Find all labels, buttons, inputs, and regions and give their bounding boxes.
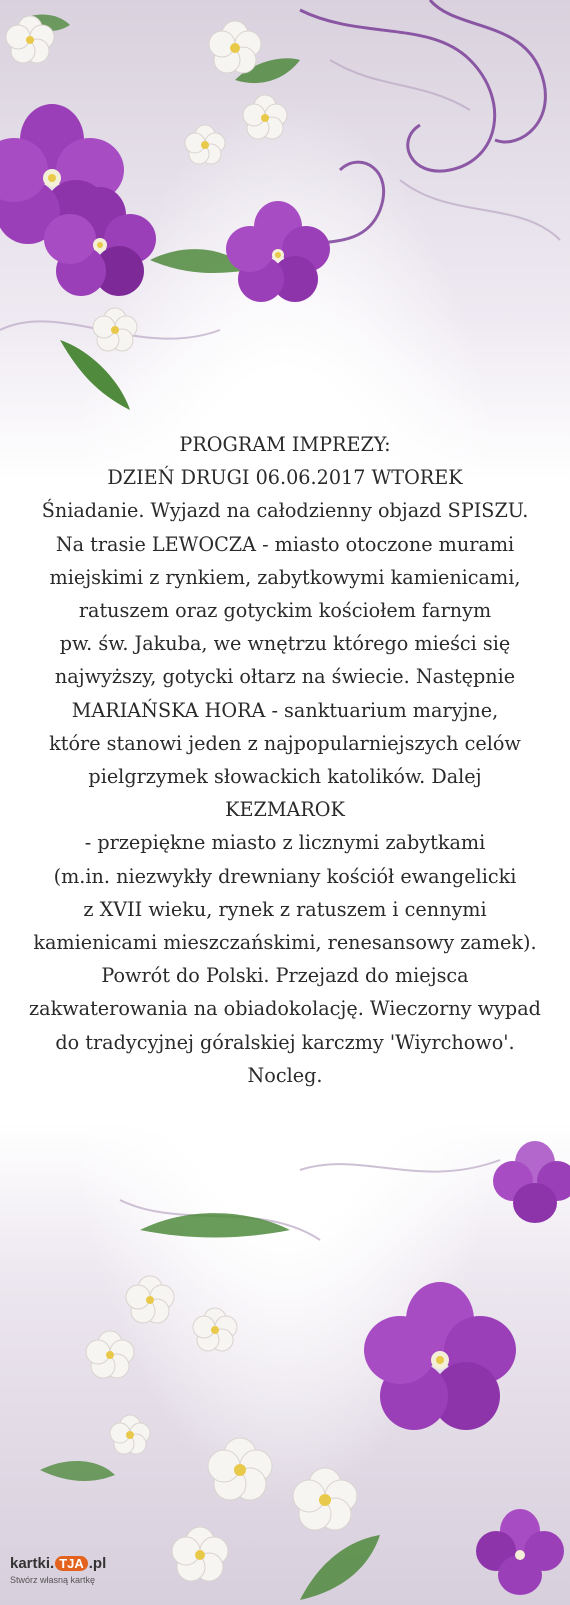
text-line: PROGRAM IMPREZY: [179,433,391,456]
text-line: Powrót do Polski. Przejazd do miejsca [101,964,469,988]
text-line: (m.in. niezwykły drewniany kościół ewangelicki [53,864,517,888]
text-line: Śniadanie. Wyjazd na całodzienny objazd SPISZU. [41,499,529,523]
text-line: KEZMAROK [225,798,345,822]
text-line: miejskimi z rynkiem, zabytkowymi kamienicami, [49,565,521,589]
logo-brand-right: .pl [88,1555,107,1572]
logo-badge: TJA [55,1556,88,1571]
text-line: najwyższy, gotycki ołtarz na świecie. Następnie [54,665,516,689]
text-line: ratuszem oraz gotyckim kościołem farnym [78,599,492,623]
text-line: MARIAŃSKA HORA - sanktuarium maryjne, [71,698,499,722]
text-line: które stanowi jeden z najpopularniejszych celów [49,731,521,755]
text-line: pielgrzymek słowackich katolików. Dalej [88,765,482,789]
logo-brand [10,1555,106,1572]
program-text [18,428,552,1092]
text-line: z XVII wieku, rynek z ratuszem i cennymi [83,897,487,921]
text-line: pw. św. Jakuba, we wnętrzu którego mieści się [59,632,511,656]
text-line: - przepiękne miasto z licznymi zabytkami [84,831,486,855]
logo-tagline: Stwórz własną kartkę [10,1575,96,1585]
logo-brand-left: kartki. [10,1555,55,1572]
violet-flower-icon [364,1141,570,1595]
text-line: kamienicami mieszczańskimi, renesansowy zamek). [33,931,537,955]
text-line: Na trasie LEWOCZA - miasto otoczone murami [55,532,515,556]
text-line: zakwaterowania na obiadokolację. Wieczorny wypad [29,997,541,1021]
text-line: do tradycyjnej góralskiej karczmy 'Wiyrchowo'. [55,1030,515,1054]
white-blossom-icon [86,1276,357,1581]
text-line: DZIEŃ DRUGI 06.06.2017 WTOREK [107,466,463,490]
kartki-logo[interactable] [6,1551,118,1597]
text-line: Nocleg. [247,1063,323,1087]
